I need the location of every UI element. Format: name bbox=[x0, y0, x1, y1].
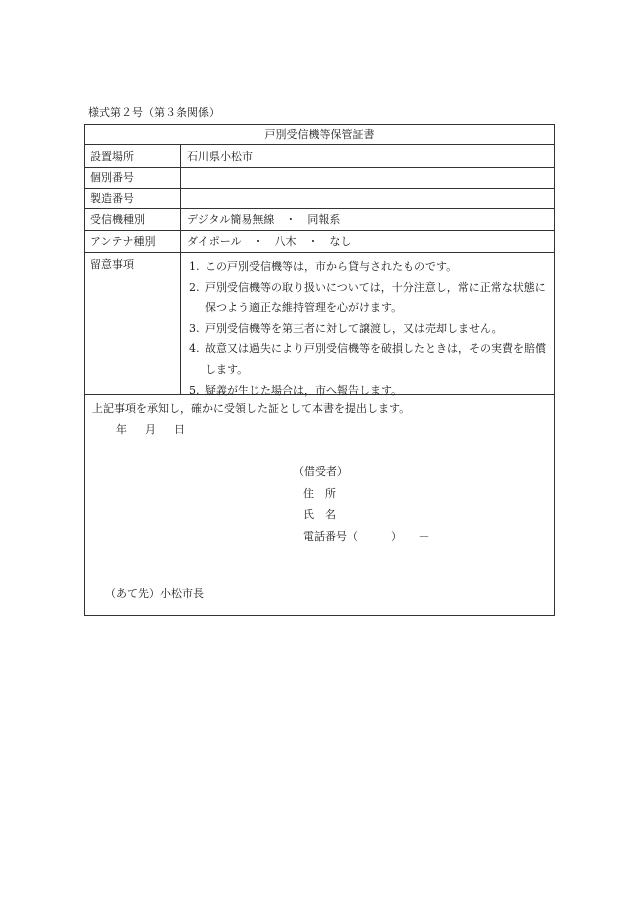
note-item: 2. 戸別受信機等の取り扱いについては，十分注意し，常に正常な状態に保つよう適正な維持管理を心がけます。 bbox=[189, 280, 546, 315]
row-antenna-type bbox=[85, 231, 554, 253]
borrower-heading: （借受者） bbox=[293, 465, 348, 478]
label-receiver-type: 受信機種別 bbox=[85, 209, 181, 230]
date-month: 月 bbox=[145, 423, 156, 436]
borrower-block bbox=[293, 461, 430, 547]
notes-list bbox=[189, 257, 549, 401]
date-line bbox=[116, 421, 203, 437]
note-item: 4. 故意又は過失により戸別受信機等を破損したときは，その実費を賠償します。 bbox=[189, 342, 546, 376]
form-title: 戸別受信機等保管証書 bbox=[85, 125, 554, 145]
note-item: 1. この戸別受信機等は，市から貸与されたものです。 bbox=[189, 260, 458, 273]
label-installation-location: 設置場所 bbox=[85, 145, 181, 167]
value-installation-location: 石川県小松市 bbox=[187, 150, 253, 163]
label-antenna-type: アンテナ種別 bbox=[85, 231, 181, 252]
row-serial-number bbox=[85, 189, 554, 209]
form-number-label: 様式第２号（第３条関係） bbox=[88, 106, 220, 119]
value-antenna-type: ダイポール ・ 八木 ・ なし bbox=[187, 235, 352, 248]
date-day: 日 bbox=[174, 423, 185, 436]
label-serial-number: 製造番号 bbox=[85, 189, 181, 208]
borrower-address-label: 住 所 bbox=[303, 486, 336, 500]
value-receiver-type: デジタル簡易無線 ・ 同報系 bbox=[187, 213, 341, 226]
row-installation-location bbox=[85, 145, 554, 168]
addressee: （あて先）小松市長 bbox=[105, 587, 204, 600]
borrower-phone-label: 電話番号（ ） － bbox=[303, 529, 430, 543]
row-receiver-type bbox=[85, 209, 554, 231]
submission-statement: 上記事項を承知し，確かに受領した証として本書を提出します。 bbox=[92, 402, 411, 415]
note-item: 3. 戸別受信機等を第三者に対して譲渡し，又は売却しません。 bbox=[189, 321, 503, 335]
borrower-name-label: 氏 名 bbox=[303, 508, 336, 521]
row-individual-number bbox=[85, 168, 554, 189]
label-individual-number: 個別番号 bbox=[85, 168, 181, 188]
label-notes: 留意事項 bbox=[85, 253, 181, 394]
date-year: 年 bbox=[116, 423, 127, 436]
note-item: 5. 疑義が生じた場合は，市へ報告します。 bbox=[189, 383, 403, 397]
custody-certificate-form bbox=[84, 124, 555, 616]
